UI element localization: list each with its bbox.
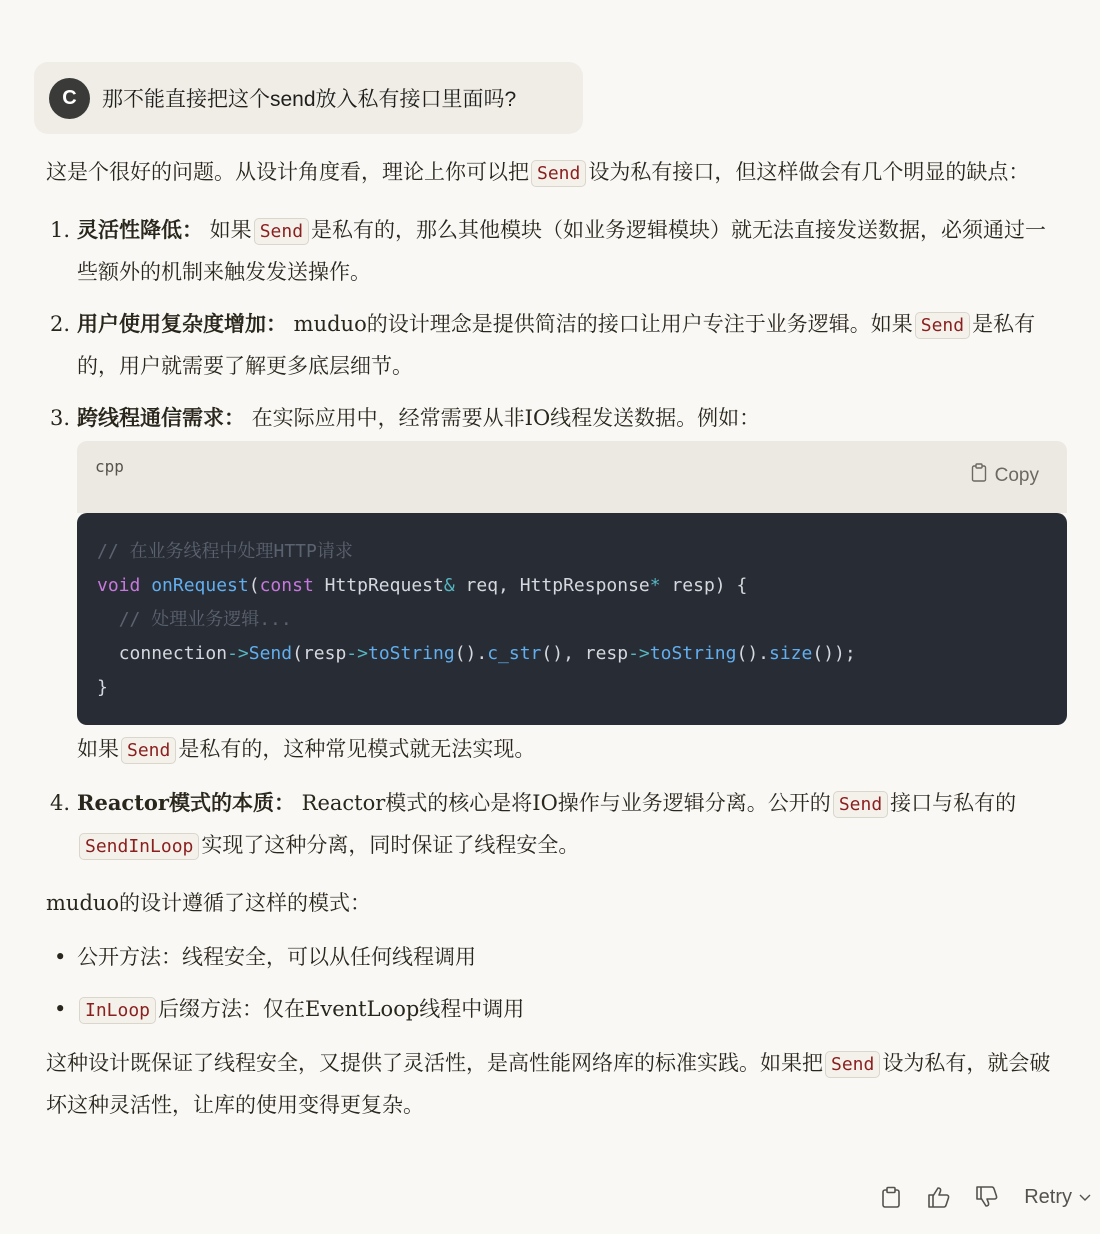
thumbs-up-icon [927,1186,951,1208]
assistant-response [46,152,1058,1125]
list-item [46,210,1058,292]
text: 设为私有，就会破坏这种灵活性，让库的使用变得更复杂。 [46,1051,1051,1117]
code-function: size [769,643,813,664]
text: 如果 [77,737,119,761]
code-operator: & [443,575,455,596]
code-text: resp) { [660,575,748,596]
point-text: muduo的设计理念是提供简洁的接口让用户专注于业务逻辑。如果 [287,312,913,336]
code-text: (resp [292,643,347,664]
list-item [46,989,1058,1031]
numbered-list [46,210,1058,867]
follow-paragraph: muduo的设计遵循了这样的模式： [46,891,372,915]
code-operator: * [649,575,661,596]
list-item [46,937,1058,977]
code-text: connection [118,643,228,664]
list-number: 2. [50,312,71,336]
code-text: req, [454,575,520,596]
avatar: C [49,78,90,119]
intro-text-post: 设为私有接口，但这样做会有几个明显的缺点： [588,160,1030,184]
retry-button[interactable] [1024,1186,1092,1209]
after-code-text [77,729,1058,771]
inline-code: Send [825,1051,880,1078]
code-block-header [77,441,1067,513]
inline-code: Send [531,160,586,187]
list-item [46,783,1058,867]
copy-code-button[interactable] [971,463,1039,489]
inline-code: Send [833,791,888,818]
user-message [34,62,583,134]
thumbs-up-button[interactable] [924,1182,954,1212]
point-text: 在实际应用中，经常需要从非IO线程发送数据。例如： [245,406,761,430]
code-language-label: cpp [95,457,124,476]
point-text: 实现了这种分离，同时保证了线程安全。 [201,833,580,857]
point-title: Reactor模式的本质： [77,790,295,815]
text: 这种设计既保证了线程安全，又提供了灵活性，是高性能网络库的标准实践。如果把 [46,1051,823,1075]
copy-label: Copy [994,465,1039,486]
clipboard-icon [971,463,987,489]
code-text: } [97,677,108,698]
code-body: // 在业务线程中处理HTTP请求 void onRequest(const HttpRequest& req, HttpResponse* resp) { // 处理业务逻辑... connection->Send(resp->toString().c_str(), resp->toString().size()); } [77,513,1067,725]
list-number: 3. [50,406,71,430]
code-keyword: const [259,575,314,596]
list-item [46,304,1058,386]
point-title: 灵活性降低： [77,217,203,242]
inline-code: Send [915,312,970,339]
bullet-text: 后缀方法：仅在EventLoop线程中调用 [158,997,525,1021]
point-text: 如果 [203,218,252,242]
code-operator: -> [227,643,249,664]
code-operator: -> [628,643,650,664]
bullet-text: 公开方法：线程安全，可以从任何线程调用 [77,945,476,969]
final-paragraph [46,1043,1058,1125]
code-function: Send [248,643,293,664]
point-text: 是私有的，用户就需要了解更多底层细节。 [77,312,1036,378]
list-number: 4. [50,791,71,815]
intro-paragraph [46,152,1058,194]
code-function: toString [367,643,455,664]
list-number: 1. [50,218,71,242]
text: 是私有的，这种常见模式就无法实现。 [178,737,536,761]
point-title: 用户使用复杂度增加： [77,311,287,336]
inline-code: SendInLoop [79,833,199,860]
chevron-down-icon [1078,1192,1092,1202]
user-message-text: 那不能直接把这个send放入私有接口里面吗? [102,88,517,111]
code-function: toString [649,643,737,664]
point-text: 是私有的，那么其他模块（如业务逻辑模块）就无法直接发送数据，必须通过一些额外的机制来触发发送操作。 [77,218,1047,284]
copy-message-button[interactable] [876,1182,906,1212]
bullet-list [46,937,1058,1031]
code-block [77,441,1067,725]
thumbs-down-icon [975,1186,999,1208]
code-function: onRequest [151,575,249,596]
thumbs-down-button[interactable] [972,1182,1002,1212]
retry-label: Retry [1024,1185,1072,1208]
code-type: HttpResponse [519,575,650,596]
code-function: c_str [487,643,542,664]
inline-code: InLoop [79,997,156,1024]
message-actions [876,1178,1092,1216]
clipboard-icon [881,1186,901,1208]
point-text: Reactor模式的核心是将IO操作与业务逻辑分离。公开的 [294,791,831,815]
code-comment: // 处理业务逻辑... [118,609,292,630]
code-keyword: void [97,575,141,596]
code-type: HttpRequest [324,575,444,596]
point-title: 跨线程通信需求： [77,405,245,430]
intro-text-pre: 这是个很好的问题。从设计角度看，理论上你可以把 [46,160,529,184]
code-operator: -> [346,643,368,664]
point-text: 接口与私有的 [890,791,1017,815]
list-item [46,398,1058,771]
code-comment: // 在业务线程中处理HTTP请求 [97,541,353,562]
inline-code: Send [121,737,176,764]
inline-code: Send [254,218,309,245]
